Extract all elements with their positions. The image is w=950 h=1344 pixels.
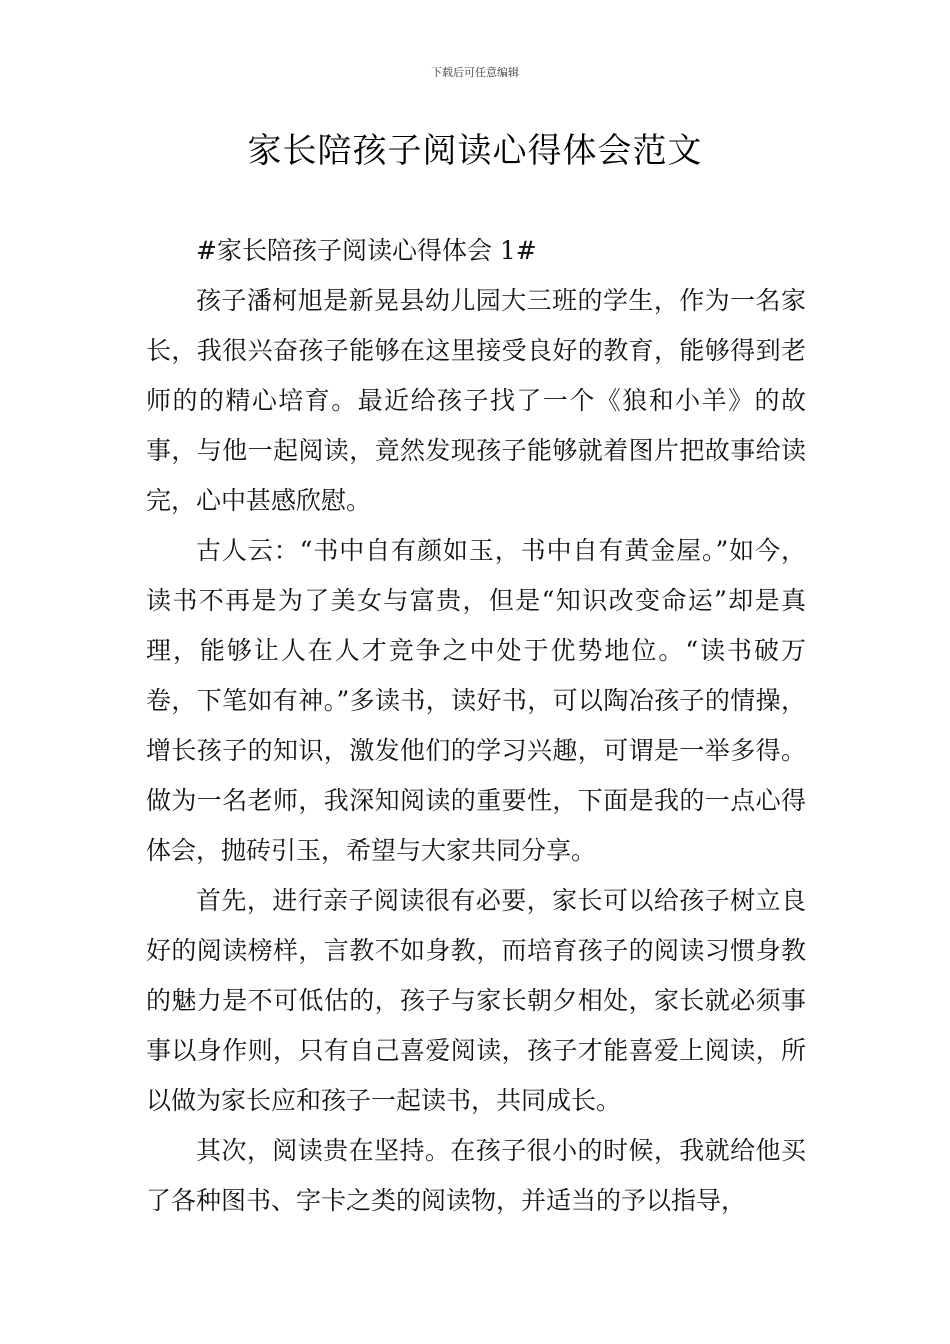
paragraph-1: 孩子潘柯旭是新晃县幼儿园大三班的学生，作为一名家长，我很兴奋孩子能够在这里接受良好的教育，能够得到老师的的精心培育。最近给孩子找了一个《狼和小羊》的故事，与他一起阅读，竟然发现孩子能够就着图片把故事给读完，心中甚感欣慰。 bbox=[146, 286, 806, 515]
document-body bbox=[146, 226, 806, 1226]
section-heading: #家长陪孩子阅读心得体会 1# bbox=[196, 236, 537, 265]
paragraph-2: 古人云：“书中自有颜如玉，书中自有黄金屋。”如今，读书不再是为了美女与富贵，但是“知识改变命运”却是真理，能够让人在人才竞争之中处于优势地位。“读书破万卷，下笔如有神。”多读书，读好书，可以陶冶孩子的情操，增长孩子的知识，激发他们的学习兴趣，可谓是一举多得。做为一名老师，我深知阅读的重要性，下面是我的一点心得体会，抛砖引玉，希望与大家共同分享。 bbox=[146, 536, 806, 865]
document-title: 家长陪孩子阅读心得体会范文 bbox=[247, 131, 703, 171]
paragraph-3: 首先，进行亲子阅读很有必要，家长可以给孩子树立良好的阅读榜样，言教不如身教，而培育孩子的阅读习惯身教的魅力是不可低估的，孩子与家长朝夕相处，家长就必须事事以身作则，只有自己喜爱阅读，孩子才能喜爱上阅读，所以做为家长应和孩子一起读书，共同成长。 bbox=[146, 886, 806, 1115]
paragraph-4: 其次，阅读贵在坚持。在孩子很小的时候，我就给他买了各种图书、字卡之类的阅读物，并适当的予以指导， bbox=[146, 1136, 806, 1215]
header-note: 下载后可任意编辑 bbox=[431, 66, 519, 79]
